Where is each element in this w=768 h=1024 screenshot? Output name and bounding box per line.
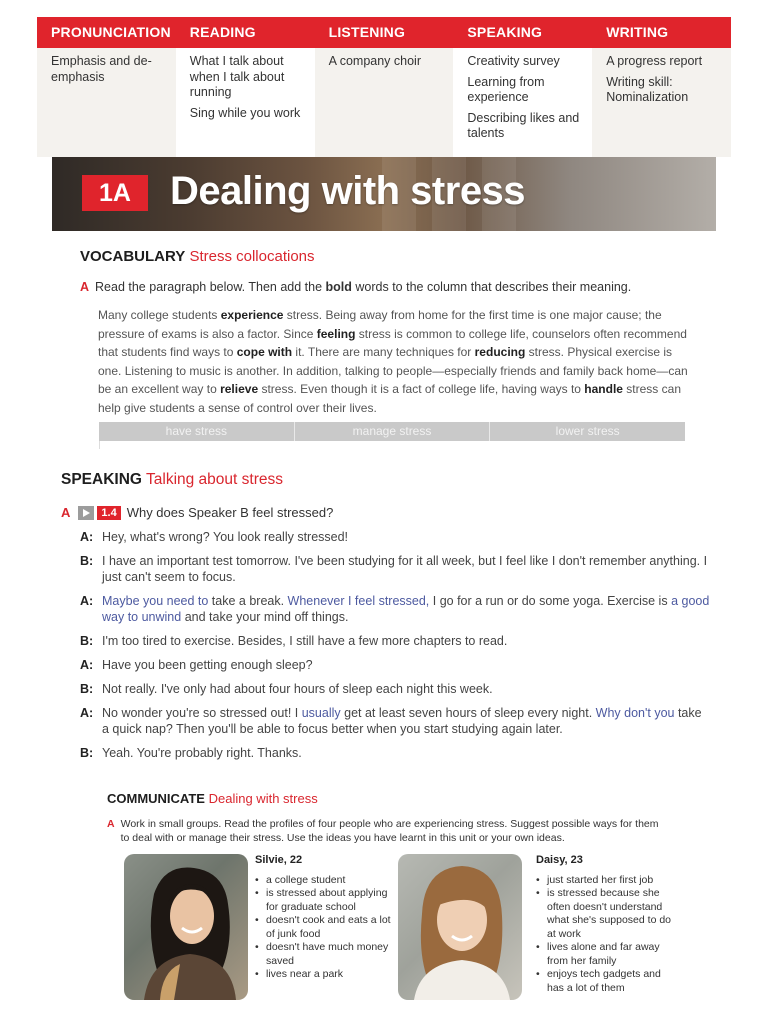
exercise-letter: A: [80, 280, 90, 294]
dialogue-text: [102, 705, 710, 737]
useful-expression: Whenever I feel stressed,: [287, 594, 430, 608]
pronunciation-column: [37, 48, 176, 157]
bold-word: handle: [584, 382, 623, 396]
column-have-stress: have stress: [99, 422, 295, 441]
exercise-letter: A: [107, 818, 115, 830]
writing-item: A progress report: [606, 54, 703, 68]
listening-question: Why does Speaker B feel stressed?: [126, 505, 334, 520]
paragraph-text: stress. Physical exercise is one. Listening to music is another. In addition, talking to people—especially friends and family back home—can be an excellent way to: [98, 345, 688, 396]
profile-item: • enjoys tech gadgets and has a lot of them: [536, 968, 676, 995]
dialogue-line: [80, 705, 710, 737]
profile-daisy: [536, 854, 676, 995]
speaker-label: A:: [80, 530, 94, 544]
dialogue-text: Yeah. You're probably right. Thanks.: [102, 746, 302, 760]
paragraph-text: stress is common to college life, counselors often recommend that students find ways to: [98, 326, 687, 359]
dialogue-text: Not really. I've only had about four hours of sleep each night this week.: [102, 682, 493, 696]
profile-item: • is stressed because she often doesn't understand what she's supposed to do at work: [536, 887, 676, 941]
reading-paragraph: [98, 306, 688, 417]
paragraph-text: it. There are many techniques for: [292, 345, 475, 359]
bold-word: experience: [220, 308, 284, 322]
useful-expression: Maybe you need to: [102, 594, 209, 608]
speaker-label: A:: [80, 594, 94, 608]
speaker-label: B:: [80, 634, 94, 648]
instruction-text: Read the paragraph below. Then add the: [95, 280, 326, 294]
dialogue: [80, 529, 710, 769]
profile-list: [536, 874, 676, 996]
useful-expression: a good way to unwind: [102, 594, 710, 624]
paragraph-text: stress. Being away from home for the first time is one major cause; the pressure of exams is also a factor. Since: [98, 308, 662, 341]
dialogue-line: [80, 553, 710, 585]
vocabulary-instruction: [80, 280, 631, 294]
header-reading: READING: [189, 24, 256, 40]
column-lower-stress: lower stress: [555, 424, 620, 438]
dialogue-text: Hey, what's wrong? You look really stressed!: [102, 530, 349, 544]
bold-word: relieve: [220, 382, 259, 396]
section-topic: Talking about stress: [146, 471, 283, 488]
profile-item: • lives near a park: [255, 968, 391, 982]
bold-word: cope with: [236, 345, 293, 359]
dialogue-line: [80, 681, 710, 697]
paragraph-text: stress can help give students a sense of control over their lives.: [98, 382, 681, 415]
reading-column: [176, 48, 315, 157]
speaking-item: Learning from experience: [467, 74, 545, 104]
instruction-bold: bold: [325, 280, 352, 294]
dialogue-fragment: and take your mind off things.: [181, 610, 349, 624]
vocabulary-columns: [99, 422, 685, 441]
profile-item: • a college student: [255, 874, 391, 888]
profile-name: Silvie, 22: [255, 854, 303, 866]
speaker-label: B:: [80, 554, 94, 568]
section-topic: Stress collocations: [189, 248, 315, 265]
useful-expression: Why don't you: [595, 706, 675, 720]
profile-name: Daisy, 23: [536, 854, 583, 866]
profile-item: • doesn't have much money saved: [255, 941, 391, 968]
section-label: COMMUNICATE: [107, 791, 205, 806]
profile-item: • is stressed about applying for graduate school: [255, 887, 391, 914]
skills-header-row: [37, 17, 731, 48]
exercise-letter: A: [61, 505, 71, 520]
dialogue-fragment: take a break.: [208, 594, 288, 608]
dialogue-line: [80, 529, 710, 545]
speaking-item: Creativity survey: [467, 54, 560, 68]
bold-word: reducing: [474, 345, 526, 359]
play-icon[interactable]: [78, 506, 94, 520]
unit-title: Dealing with stress: [170, 169, 526, 213]
dialogue-text: [102, 593, 710, 625]
column-divider: [99, 441, 685, 449]
header-writing: WRITING: [606, 24, 669, 40]
section-label: VOCABULARY: [80, 248, 186, 265]
speaking-heading: [61, 471, 283, 489]
listening-prompt: [61, 505, 333, 520]
instruction-text: words to the column that describes their meaning.: [351, 280, 632, 294]
skills-body-row: [37, 48, 731, 157]
unit-badge: 1A: [82, 175, 148, 211]
section-topic: Dealing with stress: [208, 791, 318, 806]
dialogue-fragment: No wonder you're so stressed out! I: [102, 706, 302, 720]
daisy-photo: [398, 854, 522, 1000]
dialogue-text: I have an important test tomorrow. I've been studying for it all week, but I feel like I don't remember anything. I just can't seem to focus.: [102, 554, 708, 584]
dialogue-fragment: take a quick nap? Then you'll be able to focus better when you start studying again later.: [102, 706, 702, 736]
profile-item: • lives alone and far away from her family: [536, 941, 676, 968]
profile-item: • doesn't cook and eats a lot of junk food: [255, 914, 391, 941]
paragraph-text: Many college students: [98, 308, 221, 322]
dialogue-text: Have you been getting enough sleep?: [102, 658, 313, 672]
bold-word: feeling: [316, 326, 356, 341]
speaker-label: B:: [80, 682, 94, 696]
writing-column: [592, 48, 731, 157]
unit-skills-table: [37, 17, 731, 157]
useful-expression: usually: [301, 706, 341, 720]
dialogue-line: [80, 593, 710, 625]
profile-item: • just started her first job: [536, 874, 676, 888]
section-label: SPEAKING: [61, 471, 142, 488]
instruction-text: Work in small groups. Read the profiles of four people who are experiencing stress. Suggest possible ways for them to deal with or manage their stress. Use the ideas you have learnt in this unit or your own ideas.: [120, 818, 659, 844]
reading-item: What I talk about when I talk about running: [189, 54, 285, 99]
header-pronunciation: PRONUNCIATION: [51, 24, 171, 40]
profile-silvie: [255, 854, 391, 982]
dialogue-line: [80, 745, 710, 761]
header-listening: LISTENING: [328, 24, 406, 40]
silvie-photo: [124, 854, 248, 1000]
pronunciation-item: Emphasis and de-emphasis: [51, 54, 152, 84]
vocabulary-heading: [80, 248, 315, 265]
speaking-item: Describing likes and talents: [467, 110, 580, 140]
listening-item: A company choir: [328, 54, 422, 68]
paragraph-text: stress. Even though it is a fact of college life, having ways to: [258, 382, 585, 396]
dialogue-line: [80, 633, 710, 649]
communicate-heading: [107, 791, 318, 806]
writing-item: Writing skill: Nominalization: [606, 74, 689, 104]
communicate-instruction: [107, 818, 667, 845]
portrait-image: [124, 854, 248, 1000]
listening-column: [315, 48, 454, 157]
profile-list: [255, 874, 391, 982]
column-manage-stress: manage stress: [295, 422, 491, 441]
speaking-column: [453, 48, 592, 157]
dialogue-fragment: get at least seven hours of sleep every night.: [340, 706, 596, 720]
dialogue-fragment: I go for a run or do some yoga. Exercise is: [429, 594, 672, 608]
speaker-label: B:: [80, 746, 94, 760]
dialogue-text: I'm too tired to exercise. Besides, I still have a few more chapters to read.: [102, 634, 508, 648]
dialogue-line: [80, 657, 710, 673]
speaker-label: A:: [80, 706, 94, 720]
reading-item: Sing while you work: [189, 105, 301, 120]
audio-track-number: 1.4: [97, 506, 120, 520]
header-speaking: SPEAKING: [467, 24, 543, 40]
unit-banner: [52, 157, 716, 231]
speaker-label: A:: [80, 658, 94, 672]
portrait-image: [398, 854, 522, 1000]
